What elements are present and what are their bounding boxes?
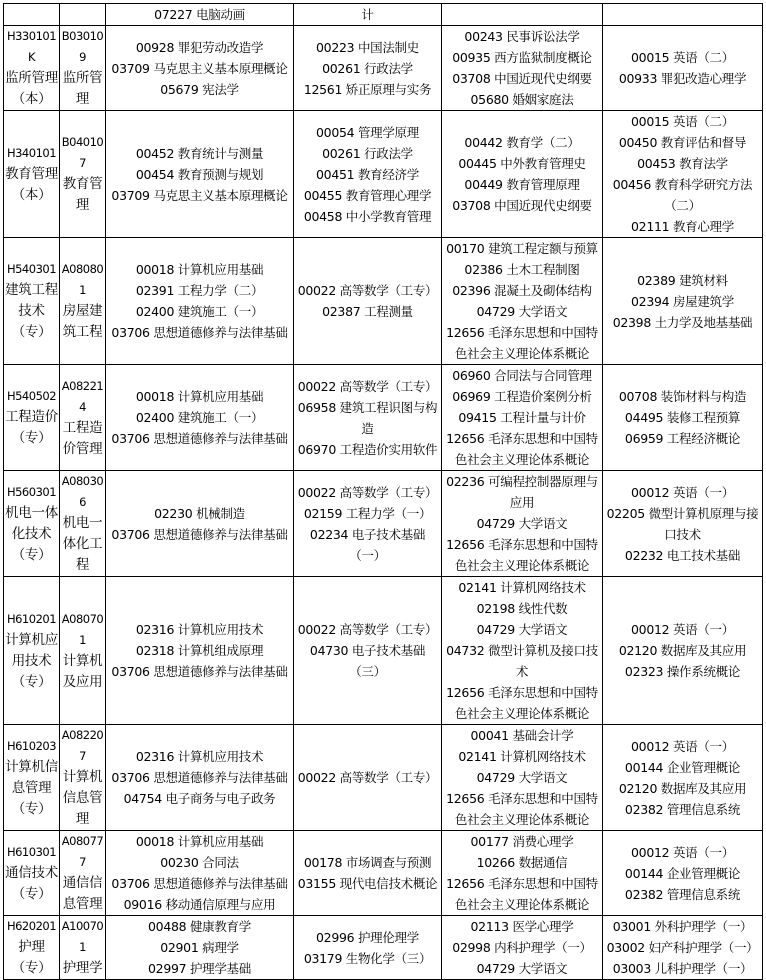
courses-cell-c1	[106, 111, 294, 238]
course-item: 00935 西方监狱制度概论	[452, 50, 592, 65]
major-name: 监所管理（本）	[5, 70, 58, 107]
program-cell	[60, 111, 106, 238]
program-name: 房屋建筑工程	[62, 303, 103, 340]
courses-cell-c2	[294, 26, 442, 111]
program-name: 护理学	[62, 960, 103, 976]
program-code: A080801	[61, 262, 104, 297]
course-item: 10266 数据通信	[476, 855, 568, 870]
course-item: 04729 大学语文	[476, 770, 568, 785]
courses-cell-c3	[442, 471, 603, 577]
course-item: 02316 计算机应用技术	[135, 622, 264, 637]
program-cell	[60, 471, 106, 577]
table-row	[4, 577, 763, 725]
course-item: 00012 英语（一）	[631, 844, 734, 860]
course-item: 12561 矫正原理与实务	[303, 81, 432, 97]
course-item: 00178 市场调查与预测	[303, 855, 432, 870]
course-item: 04729 大学语文	[476, 622, 568, 637]
course-item: 02382 管理信息系统	[624, 801, 741, 817]
courses-cell-c1	[106, 577, 294, 725]
course-item: 02901 病理学	[160, 940, 239, 955]
course-item: 12656 毛泽东思想和中国特色社会主义理论体系概论	[446, 685, 598, 721]
course-item: 02141 计算机网络技术	[458, 580, 586, 595]
cell-empty	[60, 4, 106, 26]
table-row	[4, 725, 763, 831]
program-cell	[60, 238, 106, 365]
course-item: 06960 合同法与合同管理	[452, 368, 592, 383]
program-name: 工程造价管理	[62, 419, 103, 457]
program-cell	[60, 26, 106, 111]
courses-cell-c2	[294, 238, 442, 365]
course-item: 03706 思想道德修养与法律基础	[111, 325, 288, 340]
table-row	[4, 111, 763, 238]
course-item: 02236 可编程控制器原理与应用	[446, 474, 598, 510]
course-item: 04729 大学语文	[476, 516, 568, 531]
major-code: H560301	[6, 484, 57, 499]
program-code: B040107	[61, 135, 104, 170]
course-item: 00454 教育预测与规划	[135, 166, 264, 182]
course-item: 00022 高等数学（工专）	[297, 484, 438, 500]
course-item: 06959 工程经济概论	[624, 431, 741, 446]
course-item: 00243 民事诉讼法学	[464, 29, 580, 44]
courses-cell-c4	[603, 471, 763, 577]
program-code: A100701	[61, 919, 104, 954]
course-item: 02113 医学心理学	[470, 919, 574, 934]
major-name: 护理（专）	[11, 939, 52, 976]
courses-cell-c3	[442, 916, 603, 980]
course-item: 02230 机械制造	[154, 505, 245, 521]
major-code: H340101	[6, 145, 57, 160]
major-name: 教育管理（本）	[5, 165, 58, 203]
course-item: 02398 土力学及地基基础	[612, 314, 753, 330]
courses-cell-c4	[603, 916, 763, 980]
course-item: 12656 毛泽东思想和中国特色社会主义理论体系概论	[446, 431, 598, 467]
program-name: 计算机信息管理	[62, 769, 103, 827]
course-item: 03706 思想道德修养与法律基础	[111, 876, 288, 891]
course-item: 06970 工程造价实用软件	[297, 441, 438, 457]
table-row	[4, 471, 763, 577]
course-item: 02394 房屋建筑学	[631, 293, 734, 309]
course-item: 04729 大学语文	[476, 304, 568, 319]
course-item: 03001 外科护理学（一）	[612, 919, 753, 934]
cell-empty	[4, 4, 60, 26]
table-row	[4, 26, 763, 111]
course-item: 00170 建筑工程定额与预算	[446, 241, 598, 256]
major-code: H610201	[6, 611, 57, 626]
major-cell	[4, 111, 60, 238]
course-item: 09016 移动通信原理与应用	[123, 897, 276, 912]
course-item: 00022 高等数学（工专）	[297, 378, 438, 394]
program-name: 机电一体化工程	[62, 515, 103, 573]
course-item: 02400 建筑施工（一）	[135, 304, 264, 319]
major-name: 工程造价（专）	[5, 409, 58, 446]
courses-cell-c4	[603, 26, 763, 111]
course-item: 00456 教育科学研究方法（二）	[612, 177, 753, 213]
courses-cell-c1	[106, 725, 294, 831]
course-item: 00144 企业管理概论	[624, 865, 741, 881]
course-item: 03706 思想道德修养与法律基础	[111, 431, 288, 446]
major-code: H610301	[6, 844, 57, 859]
course-item: 02386 土木工程制图	[464, 262, 580, 277]
course-item: 05679 宪法学	[160, 81, 239, 97]
course-item: 03706 思想道德修养与法律基础	[111, 526, 288, 542]
table-row	[4, 365, 763, 471]
course-item: 00452 教育统计与测量	[135, 145, 264, 161]
program-cell	[60, 916, 106, 980]
program-cell	[60, 725, 106, 831]
course-item: 02323 操作系统概论	[624, 664, 741, 679]
course-item: 02120 数据库及其应用	[618, 643, 747, 658]
course-item: 02234 电子技术基础（一）	[309, 526, 426, 563]
courses-cell-c1	[106, 365, 294, 471]
courses-cell-c1	[106, 831, 294, 916]
courses-cell-c3	[442, 238, 603, 365]
courses-cell-c4	[603, 577, 763, 725]
program-name: 监所管理	[62, 70, 103, 107]
course-item: 00054 管理学原理	[316, 124, 419, 140]
course-item: 00488 健康教育学	[148, 919, 251, 934]
table-row	[4, 831, 763, 916]
course-item: 00261 行政法学	[322, 60, 413, 76]
cell-course: 计	[294, 4, 442, 26]
course-item: 03002 妇产科护理学（一）	[606, 940, 759, 955]
course-item: 00012 英语（一）	[631, 622, 734, 637]
major-cell	[4, 831, 60, 916]
major-name: 机电一体化技术（专）	[5, 504, 58, 563]
major-cell	[4, 238, 60, 365]
course-item: 02111 教育心理学	[631, 219, 734, 234]
course-item: 02318 计算机组成原理	[135, 643, 264, 658]
courses-cell-c2	[294, 365, 442, 471]
courses-cell-c3	[442, 365, 603, 471]
table-row	[4, 238, 763, 365]
course-item: 00015 英语（二）	[631, 114, 734, 129]
courses-cell-c3	[442, 26, 603, 111]
courses-cell-c4	[603, 831, 763, 916]
course-item: 00450 教育评估和督导	[618, 135, 747, 150]
course-item: 00928 罪犯劳动改造学	[135, 39, 264, 55]
course-item: 00015 英语（二）	[631, 50, 734, 65]
courses-cell-c4	[603, 111, 763, 238]
program-cell	[60, 365, 106, 471]
courses-cell-c4	[603, 365, 763, 471]
course-item: 00230 合同法	[160, 855, 239, 870]
course-item: 03179 生物化学（三）	[303, 950, 432, 966]
course-item: 00451 教育经济学	[316, 166, 419, 182]
course-item: 02387 工程测量	[322, 304, 413, 319]
table-row	[4, 916, 763, 980]
courses-cell-c3	[442, 111, 603, 238]
course-item: 04729 大学语文	[476, 961, 568, 976]
course-item: 03155 现代电信技术概论	[297, 876, 438, 891]
course-item: 02396 混凝土及砌体结构	[452, 283, 592, 298]
course-item: 03709 马克思主义基本原理概论	[111, 60, 288, 76]
courses-cell-c1	[106, 471, 294, 577]
course-item: 00144 企业管理概论	[624, 759, 741, 775]
courses-cell-c4	[603, 238, 763, 365]
course-item: 00041 基础会计学	[470, 728, 574, 743]
course-item: 00018 计算机应用基础	[135, 834, 264, 849]
course-item: 00177 消费心理学	[470, 834, 574, 849]
course-item: 12656 毛泽东思想和中国特色社会主义理论体系概论	[446, 791, 598, 827]
course-item: 12656 毛泽东思想和中国特色社会主义理论体系概论	[446, 537, 598, 573]
program-name: 计算机及应用	[62, 652, 103, 690]
course-item: 00933 罪犯改造心理学	[618, 71, 747, 86]
courses-cell-c2	[294, 577, 442, 725]
courses-cell-c3	[442, 831, 603, 916]
course-item: 04732 微型计算机及接口技术	[446, 643, 598, 679]
major-code: H620201	[6, 919, 57, 933]
courses-cell-c3	[442, 577, 603, 725]
course-item: 02382 管理信息系统	[624, 886, 741, 902]
program-code: A080306	[61, 474, 104, 509]
course-item: 04730 电子技术基础（三）	[309, 643, 426, 679]
course-item: 03709 马克思主义基本原理概论	[111, 187, 288, 203]
courses-cell-c1	[106, 238, 294, 365]
program-name: 教育管理	[62, 176, 103, 213]
course-item: 02996 护理伦理学	[316, 929, 419, 945]
courses-cell-c1	[106, 916, 294, 980]
course-item: 00012 英语（一）	[631, 484, 734, 500]
course-item: 00455 教育管理心理学	[303, 187, 432, 203]
course-item: 06969 工程造价案例分析	[452, 389, 592, 404]
course-item: 02389 建筑材料	[637, 272, 728, 288]
exam-course-table	[3, 3, 763, 980]
course-item: 02400 建筑施工（一）	[135, 410, 264, 425]
program-cell	[60, 831, 106, 916]
major-code: H610203	[6, 738, 57, 753]
course-item: 06958 建筑工程识图与构造	[297, 399, 438, 436]
course-item: 02205 微型计算机原理与接口技术	[606, 505, 759, 542]
courses-cell-c2	[294, 916, 442, 980]
course-item: 00022 高等数学（工专）	[297, 283, 438, 298]
course-item: 00445 中外教育管理史	[458, 156, 586, 171]
course-item: 04754 电子商务与电子政务	[123, 791, 276, 806]
major-name: 建筑工程技术（专）	[5, 282, 58, 340]
major-name: 通信技术（专）	[5, 864, 58, 902]
program-code: A080777	[61, 834, 104, 869]
course-item: 02120 数据库及其应用	[618, 780, 747, 796]
course-item: 00458 中小学教育管理	[303, 208, 432, 224]
courses-cell-c1	[106, 26, 294, 111]
program-code: B030109	[61, 29, 104, 64]
course-item: 02159 工程力学（一）	[303, 505, 432, 521]
major-code: H540301	[6, 262, 57, 276]
course-item: 03708 中国近现代史纲要	[452, 71, 592, 86]
course-item: 00453 教育法学	[637, 156, 728, 171]
major-cell	[4, 577, 60, 725]
major-name: 计算机信息管理（专）	[5, 758, 58, 817]
course-item: 00708 装饰材料与构造	[618, 389, 747, 404]
course-item: 02198 线性代数	[476, 601, 568, 616]
course-item: 00018 计算机应用基础	[135, 262, 264, 277]
course-item: 00022 高等数学（工专）	[297, 622, 438, 637]
program-name: 通信信息管理	[62, 875, 103, 912]
courses-cell-c2	[294, 111, 442, 238]
course-item: 00022 高等数学（工专）	[297, 770, 438, 785]
program-code: A082214	[61, 378, 104, 414]
course-item: 12656 毛泽东思想和中国特色社会主义理论体系概论	[446, 876, 598, 912]
course-item: 00012 英语（一）	[631, 738, 734, 754]
cell-empty	[442, 4, 603, 26]
course-item: 05680 婚姻家庭法	[470, 92, 574, 107]
major-cell	[4, 365, 60, 471]
course-item: 02232 电工技术基础	[624, 547, 741, 563]
course-item: 00449 教育管理原理	[464, 177, 580, 192]
course-item: 03706 思想道德修养与法律基础	[111, 664, 288, 679]
major-cell	[4, 26, 60, 111]
course-item: 02997 护理学基础	[148, 961, 251, 976]
courses-cell-c2	[294, 471, 442, 577]
course-item: 00018 计算机应用基础	[135, 389, 264, 404]
major-code: H330101K	[6, 29, 57, 64]
course-item: 02998 内科护理学（一）	[452, 940, 592, 955]
course-item: 02391 工程力学（二）	[135, 283, 264, 298]
cell-course: 07227 电脑动画	[106, 4, 294, 26]
courses-cell-c4	[603, 725, 763, 831]
course-item: 09415 工程计量与计价	[458, 410, 586, 425]
table-row-continued	[4, 4, 763, 26]
major-cell	[4, 471, 60, 577]
major-cell	[4, 916, 60, 980]
major-name: 计算机应用技术（专）	[5, 631, 58, 690]
program-code: A082207	[61, 728, 104, 763]
program-cell	[60, 577, 106, 725]
program-code: A080701	[61, 611, 104, 647]
course-item: 00223 中国法制史	[316, 39, 419, 55]
major-code: H540502	[6, 389, 57, 403]
courses-cell-c3	[442, 725, 603, 831]
course-item: 00442 教育学（二）	[464, 135, 580, 150]
major-cell	[4, 725, 60, 831]
course-item: 00261 行政法学	[322, 145, 413, 161]
course-item: 04495 装修工程预算	[624, 410, 741, 425]
course-item: 03003 儿科护理学（一）	[612, 961, 753, 976]
courses-cell-c2	[294, 831, 442, 916]
course-item: 02316 计算机应用技术	[135, 749, 264, 764]
course-item: 03708 中国近现代史纲要	[452, 198, 592, 213]
course-item: 03706 思想道德修养与法律基础	[111, 770, 288, 785]
courses-cell-c2	[294, 725, 442, 831]
course-item: 12656 毛泽东思想和中国特色社会主义理论体系概论	[446, 325, 598, 361]
cell-empty	[603, 4, 763, 26]
course-item: 02141 计算机网络技术	[458, 749, 586, 764]
